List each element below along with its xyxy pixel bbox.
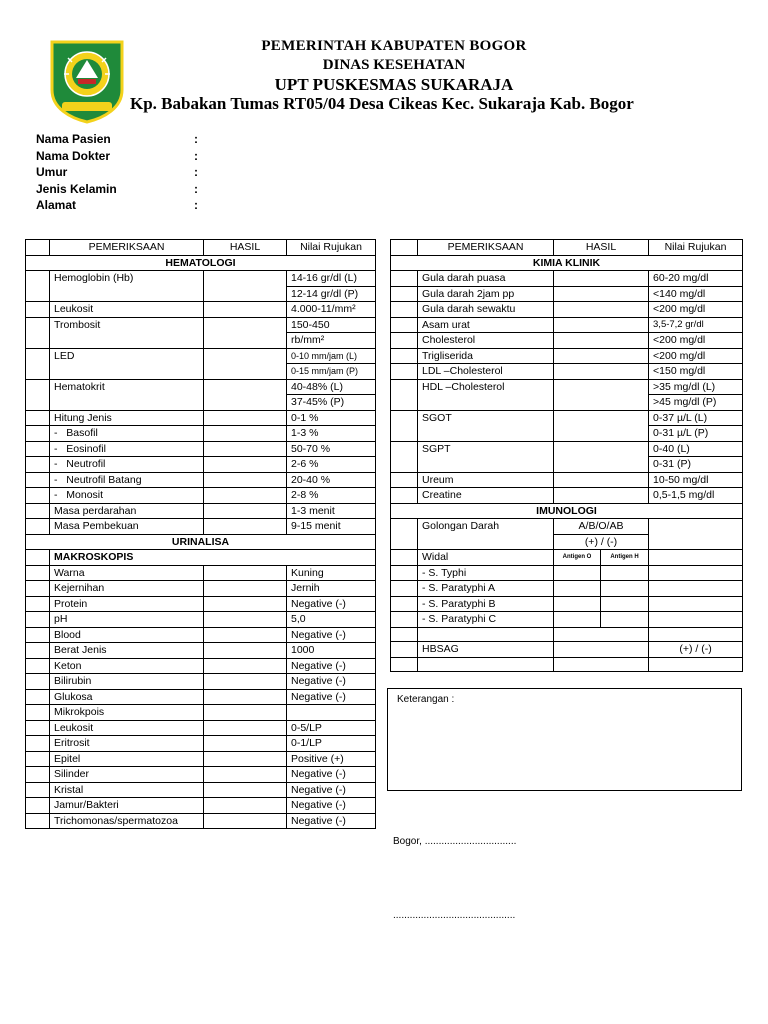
- notes-label: Keterangan :: [397, 694, 455, 705]
- table-row: [26, 565, 376, 581]
- result-cell[interactable]: [204, 426, 287, 442]
- row-reference: 1-3 menit: [287, 503, 376, 519]
- result-cell[interactable]: [204, 767, 287, 783]
- row-name: - Neutrofil Batang: [50, 472, 204, 488]
- patient-name-label: Nama Pasien: [36, 132, 111, 146]
- row-name: - S. Paratyphi B: [418, 596, 554, 612]
- row-reference: Negative (-): [287, 658, 376, 674]
- result-cell[interactable]: [204, 302, 287, 318]
- section-row: [26, 550, 376, 566]
- table-row: [26, 751, 376, 767]
- row-reference: Negative (-): [287, 798, 376, 814]
- antigen-h-cell[interactable]: [601, 565, 649, 581]
- header-line-upt: UPT PUSKESMAS SUKARAJA: [274, 75, 514, 94]
- result-cell[interactable]: [554, 472, 649, 488]
- row-reference: 4.000-11/mm²: [287, 302, 376, 318]
- row-reference: [287, 705, 376, 721]
- row-name: Mikrokpois: [50, 705, 204, 721]
- result-cell[interactable]: [204, 658, 287, 674]
- row-name: SGPT: [418, 441, 554, 472]
- row-reference: 0-15 mm/jam (P): [287, 364, 376, 380]
- section-kimia-klinik: KIMIA KLINIK: [391, 255, 743, 271]
- row-reference: 2-6 %: [287, 457, 376, 473]
- row-reference: (+) / (-): [649, 642, 743, 658]
- left-exam-table: [25, 239, 376, 829]
- result-cell[interactable]: [204, 503, 287, 519]
- row-reference: Negative (-): [287, 813, 376, 829]
- row-reference: Negative (-): [287, 767, 376, 783]
- row-reference: 0,5-1,5 mg/dl: [649, 488, 743, 504]
- row-name: Trombosit: [50, 317, 204, 348]
- row-name: Glukosa: [50, 689, 204, 705]
- result-cell[interactable]: [204, 705, 287, 721]
- table-row: [26, 658, 376, 674]
- result-cell[interactable]: [204, 488, 287, 504]
- result-cell[interactable]: [204, 782, 287, 798]
- result-cell[interactable]: [204, 519, 287, 535]
- section-row: [26, 534, 376, 550]
- row-name: Cholesterol: [418, 333, 554, 349]
- result-cell[interactable]: [554, 379, 649, 410]
- row-name: Hemoglobin (Hb): [50, 271, 204, 302]
- row-reference: >45 mg/dl (P): [649, 395, 743, 411]
- table-row: [26, 813, 376, 829]
- gender-colon: :: [194, 181, 198, 196]
- row-reference: Kuning: [287, 565, 376, 581]
- right-exam-table: [390, 239, 743, 672]
- result-cell[interactable]: [204, 348, 287, 379]
- row-name: - S. Typhi: [418, 565, 554, 581]
- table-row: [391, 364, 743, 380]
- result-cell[interactable]: [554, 286, 649, 302]
- antigen-h-label: Antigen H: [601, 550, 649, 566]
- table-row: [26, 612, 376, 628]
- result-cell[interactable]: [554, 317, 649, 333]
- result-cell[interactable]: [554, 333, 649, 349]
- address-colon: :: [194, 198, 198, 213]
- table-row: [391, 410, 743, 426]
- table-row: [26, 410, 376, 426]
- table-row: [26, 720, 376, 736]
- result-cell[interactable]: [204, 627, 287, 643]
- row-name: Trichomonas/spermatozoa: [50, 813, 204, 829]
- row-name: Trigliserida: [418, 348, 554, 364]
- row-name: HDL –Cholesterol: [418, 379, 554, 410]
- doctor-name-row: [36, 148, 336, 165]
- result-cell[interactable]: [204, 596, 287, 612]
- row-name: Golongan Darah: [418, 519, 554, 550]
- antigen-o-cell[interactable]: [554, 596, 601, 612]
- result-cell[interactable]: [204, 317, 287, 348]
- row-reference: rb/mm²: [287, 333, 376, 349]
- row-reference: 0-37 µ/L (L): [649, 410, 743, 426]
- result-cell[interactable]: [204, 581, 287, 597]
- row-reference: 0-1 %: [287, 410, 376, 426]
- table-row: [26, 271, 376, 287]
- row-name: LDL –Cholesterol: [418, 364, 554, 380]
- row-name: Leukosit: [50, 302, 204, 318]
- result-cell[interactable]: [204, 472, 287, 488]
- row-reference: 14-16 gr/dl (L): [287, 271, 376, 287]
- row-name: Asam urat: [418, 317, 554, 333]
- table-row: [26, 488, 376, 504]
- result-cell[interactable]: [204, 643, 287, 659]
- doctor-name-label: Nama Dokter: [36, 148, 111, 163]
- row-reference: 20-40 %: [287, 472, 376, 488]
- section-row: [391, 503, 743, 519]
- table-row: [391, 286, 743, 302]
- row-name: - Eosinofil: [50, 441, 204, 457]
- row-reference: 150-450: [287, 317, 376, 333]
- row-reference: 37-45% (P): [287, 395, 376, 411]
- row-reference: <150 mg/dl: [649, 364, 743, 380]
- header-hasil: HASIL: [204, 240, 287, 256]
- table-row: [391, 488, 743, 504]
- section-hematologi: HEMATOLOGI: [26, 255, 376, 271]
- section-row: [391, 255, 743, 271]
- age-colon: :: [194, 165, 198, 180]
- rhesus-options: (+) / (-): [554, 534, 649, 550]
- table-row: [26, 596, 376, 612]
- row-reference: Negative (-): [287, 627, 376, 643]
- row-name: pH: [50, 612, 204, 628]
- table-row: [391, 596, 743, 612]
- row-name: Ureum: [418, 472, 554, 488]
- table-row: [26, 643, 376, 659]
- row-reference: 50-70 %: [287, 441, 376, 457]
- table-row: [391, 472, 743, 488]
- result-cell[interactable]: [204, 410, 287, 426]
- row-name: Gula darah puasa: [418, 271, 554, 287]
- row-reference: 0-31 µ/L (P): [649, 426, 743, 442]
- antigen-h-cell[interactable]: [601, 581, 649, 597]
- signature-line: ............................................: [393, 910, 516, 921]
- table-row: [26, 348, 376, 364]
- result-cell[interactable]: [554, 488, 649, 504]
- header-nilai-rujukan: Nilai Rujukan: [287, 240, 376, 256]
- table-row: [391, 317, 743, 333]
- row-name: Hitung Jenis: [50, 410, 204, 426]
- result-cell[interactable]: [204, 689, 287, 705]
- row-name: Gula darah 2jam pp: [418, 286, 554, 302]
- table-row: [26, 457, 376, 473]
- doctor-name-colon: :: [194, 148, 198, 163]
- table-row: [26, 317, 376, 333]
- result-cell[interactable]: [204, 751, 287, 767]
- row-name: LED: [50, 348, 204, 379]
- patient-info: [36, 131, 336, 214]
- result-cell[interactable]: [554, 348, 649, 364]
- row-reference: Jernih: [287, 581, 376, 597]
- row-name: SGOT: [418, 410, 554, 441]
- table-row: [26, 519, 376, 535]
- row-name: - S. Paratyphi C: [418, 612, 554, 628]
- row-reference: <200 mg/dl: [649, 302, 743, 318]
- result-cell[interactable]: [649, 519, 743, 550]
- address-label: Alamat: [36, 198, 77, 213]
- age-label: Umur: [36, 165, 68, 180]
- row-name: Warna: [50, 565, 204, 581]
- row-name: HBSAG: [418, 642, 554, 658]
- table-row: [391, 348, 743, 364]
- table-row: [391, 612, 743, 628]
- table-row: [391, 627, 743, 642]
- row-reference: 12-14 gr/dl (P): [287, 286, 376, 302]
- table-row: [391, 519, 743, 535]
- antigen-o-cell[interactable]: [554, 581, 601, 597]
- table-row: [391, 565, 743, 581]
- result-cell[interactable]: [554, 441, 649, 472]
- patient-name-row: [36, 131, 336, 148]
- section-row: [26, 255, 376, 271]
- row-name: Hematokrit: [50, 379, 204, 410]
- table-row: [391, 271, 743, 287]
- header-address: Kp. Babakan Tumas RT05/04 Desa Cikeas Kec. Sukaraja Kab. Bogor: [130, 94, 634, 113]
- result-cell[interactable]: [204, 565, 287, 581]
- table-row: [26, 689, 376, 705]
- gender-row: [36, 181, 336, 198]
- result-cell[interactable]: [554, 410, 649, 441]
- row-reference: 40-48% (L): [287, 379, 376, 395]
- row-name: Creatine: [418, 488, 554, 504]
- row-name: Masa perdarahan: [50, 503, 204, 519]
- table-row: [26, 782, 376, 798]
- row-reference: 0-31 (P): [649, 457, 743, 473]
- gender-label: Jenis Kelamin: [36, 181, 117, 196]
- table-header-row: [26, 240, 376, 256]
- header-line-pemerintah: PEMERINTAH KABUPATEN BOGOR: [261, 38, 527, 54]
- table-row: [391, 581, 743, 597]
- row-reference: 9-15 menit: [287, 519, 376, 535]
- row-reference: 0-5/LP: [287, 720, 376, 736]
- table-header-row: [391, 240, 743, 256]
- result-cell[interactable]: [204, 674, 287, 690]
- table-row: [26, 441, 376, 457]
- header-line-dinas: DINAS KESEHATAN: [322, 57, 466, 73]
- result-cell[interactable]: [204, 798, 287, 814]
- antigen-o-cell[interactable]: [554, 612, 601, 628]
- row-reference: 1-3 %: [287, 426, 376, 442]
- row-reference: 0-10 mm/jam (L): [287, 348, 376, 364]
- row-reference: Positive (+): [287, 751, 376, 767]
- urinalysis-rows: [26, 565, 376, 829]
- row-reference: 0-1/LP: [287, 736, 376, 752]
- table-row: [26, 736, 376, 752]
- row-reference: 5,0: [287, 612, 376, 628]
- header-pemeriksaan: PEMERIKSAAN: [418, 240, 554, 256]
- section-imunologi: IMUNOLOGI: [391, 503, 743, 519]
- row-reference: 0-40 (L): [649, 441, 743, 457]
- table-row: [26, 581, 376, 597]
- result-cell[interactable]: [204, 441, 287, 457]
- table-row: [391, 550, 743, 566]
- row-reference: 3,5-7,2 gr/dl: [649, 317, 743, 333]
- section-urinalisa: URINALISA: [26, 534, 376, 550]
- row-reference: Negative (-): [287, 596, 376, 612]
- result-cell[interactable]: [554, 364, 649, 380]
- result-cell[interactable]: [204, 813, 287, 829]
- row-name: Berat Jenis: [50, 643, 204, 659]
- table-row: [391, 333, 743, 349]
- address-row: [36, 197, 336, 214]
- header-pemeriksaan: PEMERIKSAAN: [50, 240, 204, 256]
- row-name: Masa Pembekuan: [50, 519, 204, 535]
- notes-box[interactable]: [387, 688, 742, 791]
- row-name: - Neutrofil: [50, 457, 204, 473]
- row-name: Silinder: [50, 767, 204, 783]
- row-name: Kejernihan: [50, 581, 204, 597]
- row-name: Epitel: [50, 751, 204, 767]
- row-name: Blood: [50, 627, 204, 643]
- result-cell[interactable]: [204, 612, 287, 628]
- row-reference: Negative (-): [287, 689, 376, 705]
- header-nilai-rujukan: Nilai Rujukan: [649, 240, 743, 256]
- table-row: [26, 705, 376, 721]
- row-name: - S. Paratyphi A: [418, 581, 554, 597]
- result-cell[interactable]: [204, 736, 287, 752]
- row-name: Kristal: [50, 782, 204, 798]
- result-cell[interactable]: [554, 271, 649, 287]
- table-row: [391, 657, 743, 672]
- row-reference: 10-50 mg/dl: [649, 472, 743, 488]
- row-name: Gula darah sewaktu: [418, 302, 554, 318]
- row-reference: <200 mg/dl: [649, 348, 743, 364]
- row-name: - Basofil: [50, 426, 204, 442]
- row-reference: 60-20 mg/dl: [649, 271, 743, 287]
- row-name: Bilirubin: [50, 674, 204, 690]
- table-row: [26, 426, 376, 442]
- row-reference: 2-8 %: [287, 488, 376, 504]
- row-name: Widal: [418, 550, 554, 566]
- result-cell[interactable]: [204, 379, 287, 410]
- table-row: [391, 302, 743, 318]
- row-name: - Monosit: [50, 488, 204, 504]
- header-hasil: HASIL: [554, 240, 649, 256]
- table-row: [26, 503, 376, 519]
- row-name: Jamur/Bakteri: [50, 798, 204, 814]
- table-row: [391, 379, 743, 395]
- section-makroskopis: MAKROSKOPIS: [50, 550, 376, 566]
- table-row: [26, 627, 376, 643]
- table-row: [26, 472, 376, 488]
- table-row: [26, 379, 376, 395]
- blood-type-options: A/B/O/AB: [554, 519, 649, 535]
- row-reference: >35 mg/dl (L): [649, 379, 743, 395]
- row-reference: Negative (-): [287, 674, 376, 690]
- row-name: Protein: [50, 596, 204, 612]
- row-reference: <140 mg/dl: [649, 286, 743, 302]
- table-row: [26, 798, 376, 814]
- antigen-o-cell[interactable]: [554, 565, 601, 581]
- row-name: Eritrosit: [50, 736, 204, 752]
- place-date-line: Bogor, .................................: [393, 836, 517, 847]
- result-cell[interactable]: [204, 271, 287, 302]
- antigen-h-cell[interactable]: [601, 596, 649, 612]
- table-row: [26, 302, 376, 318]
- row-name: Leukosit: [50, 720, 204, 736]
- row-reference: <200 mg/dl: [649, 333, 743, 349]
- result-cell[interactable]: [204, 720, 287, 736]
- table-row: [26, 674, 376, 690]
- letterhead: [0, 0, 768, 120]
- result-cell[interactable]: [554, 302, 649, 318]
- row-reference: Negative (-): [287, 782, 376, 798]
- table-row: [391, 642, 743, 658]
- result-cell[interactable]: [554, 642, 649, 658]
- row-name: Keton: [50, 658, 204, 674]
- age-row: [36, 164, 336, 181]
- table-row: [391, 441, 743, 457]
- kabupaten-bogor-emblem: [48, 38, 126, 124]
- row-reference: 1000: [287, 643, 376, 659]
- patient-name-colon: :: [194, 132, 198, 146]
- table-row: [26, 767, 376, 783]
- antigen-o-label: Antigen O: [554, 550, 601, 566]
- antigen-h-cell[interactable]: [601, 612, 649, 628]
- result-cell[interactable]: [204, 457, 287, 473]
